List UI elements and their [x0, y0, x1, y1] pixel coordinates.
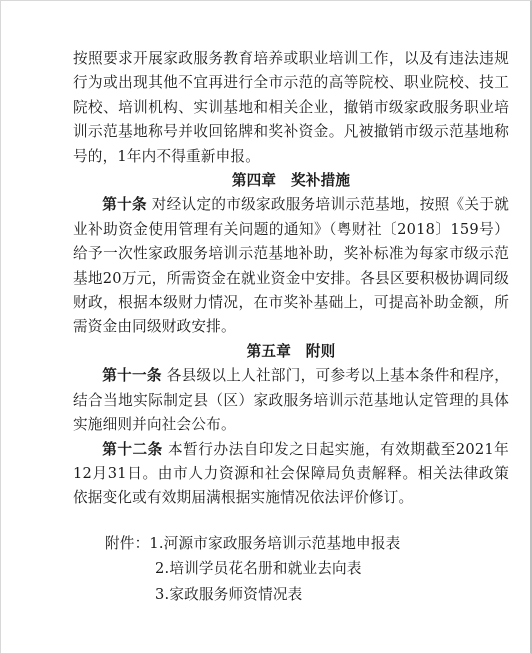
- attachment-item-1-text: 1.河源市家政服务培训示范基地申报表: [149, 534, 401, 552]
- chapter-5-heading: 第五章 附则: [246, 342, 336, 360]
- continuation-paragraph: 按照要求开展家政服务教育培养或职业培训工作，以及有违法违规行为或出现其他不宜再进行全市示范的高等院校、职业院校、技工院校、培训机构、实训基地和相关企业，撤销市级家政服务职业培训示范基地称号并收回铭牌和奖补资金。凡被撤销市级示范基地称号的，1年内不得重新申报。: [73, 50, 509, 165]
- article-12-text: 本暂行办法自印发之日起实施，有效期截至2021年12月31日。由市人力资源和社会保障局负责解释。相关法律政策依据变化或有效期届满根据实施情况依法评价修订。: [73, 440, 509, 507]
- attachments-label: 附件：: [105, 534, 150, 552]
- article-11: [73, 364, 509, 437]
- article-10: [73, 193, 509, 339]
- attachment-item-2: 2.培训学员花名册和就业去向表: [155, 560, 362, 578]
- spacer: [73, 511, 509, 532]
- attachments-list: [73, 532, 509, 607]
- article-12: [73, 438, 509, 511]
- attachment-item-3: 3.家政服务师资情况表: [155, 585, 303, 603]
- document-body: [73, 47, 509, 607]
- article-10-text: 对经认定的市级家政服务培训示范基地，按照《关于就业补助资金使用管理有关问题的通知》（粤财社〔2018〕159号）给予一次性家政服务培训示范基地补助，奖补标准为每家市级示范基地20万元，所需资金在就业资金中安排。各县区要积极协调同级财政，根据本级财力情况，在市奖补基础上，可提高补助金额，所需资金由同级财政安排。: [73, 196, 509, 336]
- attachment-item-1: [73, 532, 509, 556]
- chapter-4-heading: 第四章 奖补措施: [231, 172, 351, 190]
- article-11-lead: 第十一条: [102, 367, 162, 385]
- article-11-text: 各县级以上人社部门，可参考以上基本条件和程序，结合当地实际制定县（区）家政服务培训示范基地认定管理的具体实施细则并向社会公布。: [73, 367, 509, 434]
- article-12-lead: 第十二条: [102, 440, 163, 458]
- article-10-lead: 第十条: [102, 196, 147, 214]
